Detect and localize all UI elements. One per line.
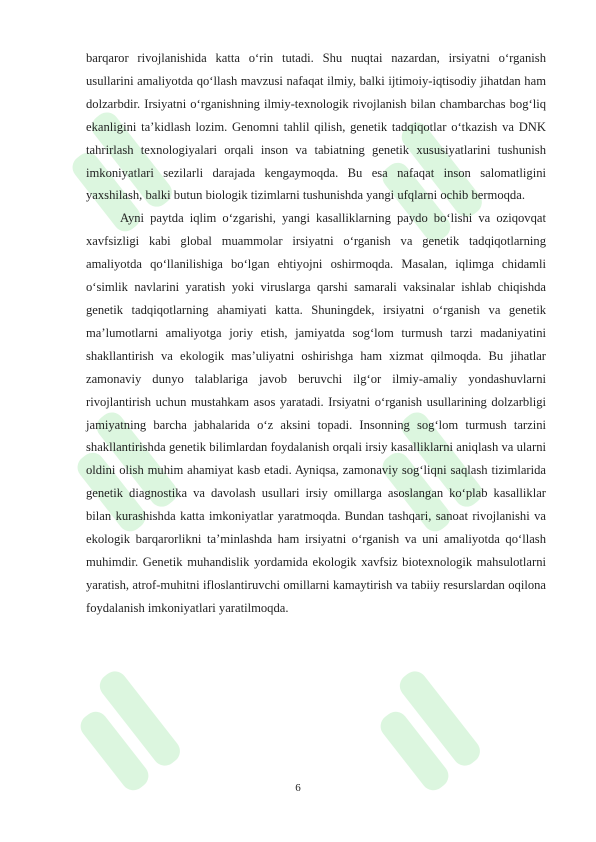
page-number: 6 xyxy=(295,782,301,794)
paragraph: barqaror rivojlanishida katta o‘rin tutadi. Shu nuqtai nazardan, irsiyatni o‘rganish usullarini amaliyotda qo‘llash mavzusi nafaqat ilmiy, balki ijtimoiy-iqtisodiy jihatdan ham dolzarbdir. Irsiyatni o‘rganishning ilmiy-texnologik rivojlanish bilan chambarchas bog‘liq ekanligini ta’kidlash lozim. Genomni tahlil qilish, genetik tadqiqotlar o‘tkazish va DNK tahrirlash texnologiyalari orqali inson va tabiatning genetik xususiyatlarini tushunish imkoniyatlari sezilarli darajada kengaymoqda. Bu esa nafaqat inson salomatligini yaxshilash, balki butun biologik tizimlarni tushunishda yangi ufqlarni ochib bermoqda. xyxy=(86,51,546,203)
paragraph: Ayni paytda iqlim o‘zgarishi, yangi kasalliklarning paydo bo‘lishi va oziqovqat xavfsizligi kabi global muammolar irsiyatni o‘rganish va genetik tadqiqotlarning amaliyotda qo‘llanilishiga bo‘lgan ehtiyojni oshirmoqda. Masalan, iqlimga chidamli o‘simlik navlarini yaratish yoki viruslarga qarshi samarali vaksinalar ishlab chiqishda genetik tadqiqotlarning ahamiyati katta. Shuningdek, irsiyatni o‘rganish va genetik ma’lumotlarni amaliyotga joriy etish, jamiyatda sog‘lom turmush tarzi madaniyatini shakllantirish va ekologik mas’uliyatni oshirishga ham xizmat qilmoqda. Bu jihatlar zamonaviy dunyo talablariga javob beruvchi ilg‘or ilmiy-amaliy yondashuvlarni rivojlantirish uchun mustahkam asos yaratadi. Irsiyatni o‘rganish usullarining dolzarbligi jamiyatning barcha jabhalarida o‘z aksini topadi. Insonning sog‘lom turmush tarzini shakllantirishda genetik bilimlardan foydalanish orqali irsiy kasalliklarni aniqlash va ularni oldini olish muhim ahamiyat kasb etadi. Ayniqsa, zamonaviy sog‘liqni saqlash tizimlarida genetik diagnostika va davolash usullari irsiy omillarga asoslangan ko‘plab kasalliklar bilan kurashishda katta imkoniyatlar yaratmoqda. Bundan tashqari, sanoat rivojlanishi va ekologik barqarorlikni ta’minlashda ham irsiyatni o‘rganish va uni amaliyotda qo‘llash muhimdir. Genetik muhandislik yordamida ekologik xavfsiz biotexnologik mahsulotlarni yaratish, atrof-muhitni ifloslantiruvchi omillarni kamaytirish va tabiiy resurslardan oqilona foydalanish imkoniyatlari yaratilmoqda. xyxy=(86,211,546,615)
watermark-logo xyxy=(342,639,529,831)
body-text xyxy=(86,47,546,620)
watermark-logo xyxy=(42,639,229,831)
